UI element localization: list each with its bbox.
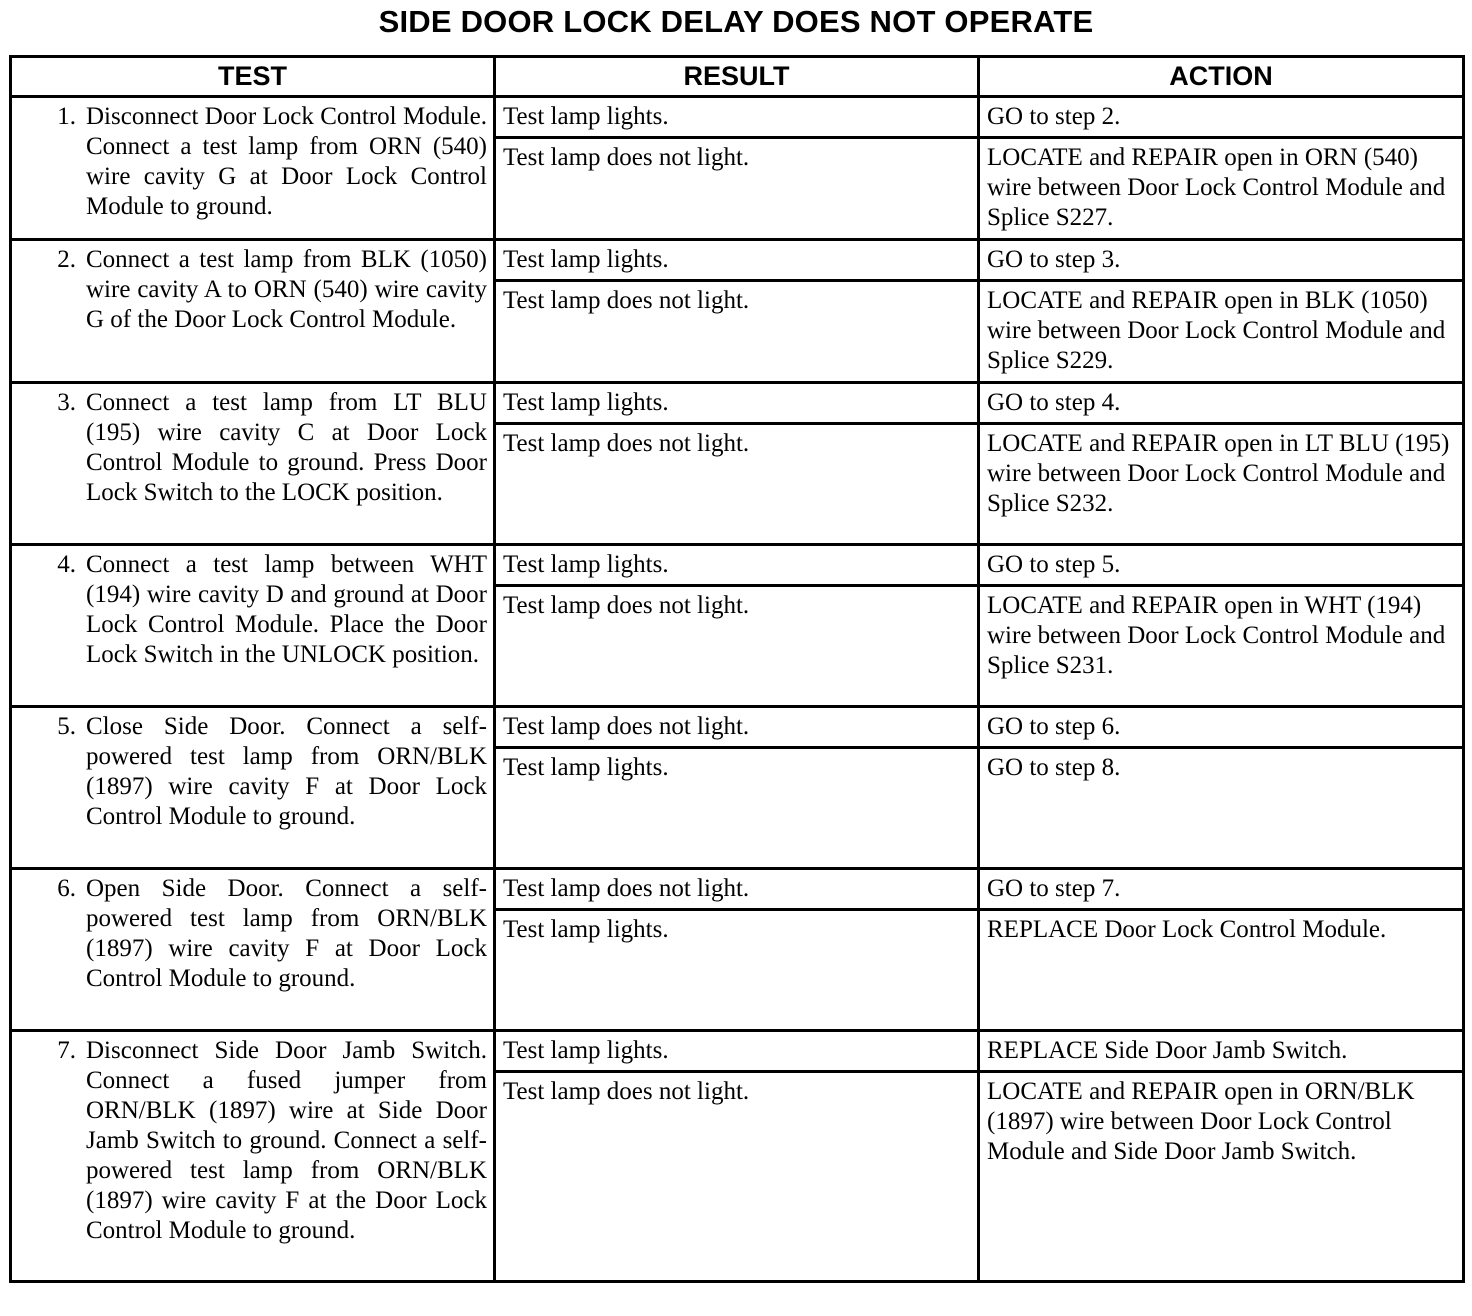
- step-number: 5.: [57, 713, 76, 740]
- test-text: Connect a test lamp from BLK (1050) wire cavity A to ORN (540) wire cavity G of the Door Lock Control Module.: [86, 246, 487, 333]
- table-row: [11, 97, 1464, 138]
- test-cell: [11, 869, 495, 1031]
- action-cell: GO to step 7.: [979, 869, 1464, 910]
- action-cell: LOCATE and REPAIR open in LT BLU (195) wire between Door Lock Control Module and Splice S232.: [979, 424, 1464, 545]
- table-row: [11, 545, 1464, 586]
- result-cell: Test lamp does not light.: [495, 869, 979, 910]
- page-title: SIDE DOOR LOCK DELAY DOES NOT OPERATE: [378, 4, 1094, 39]
- header-result: RESULT: [495, 57, 979, 97]
- result-cell: Test lamp does not light.: [495, 424, 979, 545]
- result-cell: Test lamp does not light.: [495, 138, 979, 240]
- result-cell: Test lamp does not light.: [495, 281, 979, 383]
- action-cell: GO to step 6.: [979, 707, 1464, 748]
- header-action: ACTION: [979, 57, 1464, 97]
- result-cell: Test lamp lights.: [495, 748, 979, 869]
- action-cell: LOCATE and REPAIR open in ORN (540) wire between Door Lock Control Module and Splice S227.: [979, 138, 1464, 240]
- test-cell: [11, 545, 495, 707]
- step-number: 1.: [57, 103, 76, 130]
- result-cell: Test lamp does not light.: [495, 707, 979, 748]
- action-cell: REPLACE Door Lock Control Module.: [979, 910, 1464, 1031]
- test-cell: [11, 1031, 495, 1282]
- step-number: 4.: [57, 551, 76, 578]
- step-number: 7.: [57, 1037, 76, 1064]
- action-cell: GO to step 5.: [979, 545, 1464, 586]
- action-cell: GO to step 2.: [979, 97, 1464, 138]
- result-cell: Test lamp does not light.: [495, 1072, 979, 1282]
- step-number: 3.: [57, 389, 76, 416]
- test-cell: [11, 707, 495, 869]
- table-row: [11, 869, 1464, 910]
- table-row: [11, 240, 1464, 281]
- action-cell: LOCATE and REPAIR open in WHT (194) wire between Door Lock Control Module and Splice S231.: [979, 586, 1464, 707]
- table-row: [11, 707, 1464, 748]
- test-cell: [11, 97, 495, 240]
- test-text: Open Side Door. Connect a self-powered test lamp from ORN/BLK (1897) wire cavity F at Door Lock Control Module to ground.: [86, 875, 487, 992]
- test-cell: [11, 383, 495, 545]
- header-test: TEST: [11, 57, 495, 97]
- result-cell: Test lamp lights.: [495, 240, 979, 281]
- result-cell: Test lamp lights.: [495, 383, 979, 424]
- diagnostic-table: [9, 55, 1465, 1283]
- result-cell: Test lamp lights.: [495, 545, 979, 586]
- test-cell: [11, 240, 495, 383]
- action-cell: GO to step 4.: [979, 383, 1464, 424]
- test-text: Disconnect Door Lock Control Module. Connect a test lamp from ORN (540) wire cavity G at Door Lock Control Module to ground.: [86, 103, 487, 220]
- step-number: 2.: [57, 246, 76, 273]
- table-row: [11, 1031, 1464, 1072]
- result-cell: Test lamp does not light.: [495, 586, 979, 707]
- action-cell: LOCATE and REPAIR open in BLK (1050) wire between Door Lock Control Module and Splice S229.: [979, 281, 1464, 383]
- result-cell: Test lamp lights.: [495, 97, 979, 138]
- action-cell: REPLACE Side Door Jamb Switch.: [979, 1031, 1464, 1072]
- action-cell: GO to step 8.: [979, 748, 1464, 869]
- table-row: [11, 383, 1464, 424]
- test-text: Close Side Door. Connect a self-powered test lamp from ORN/BLK (1897) wire cavity F at Door Lock Control Module to ground.: [86, 713, 487, 830]
- test-text: Disconnect Side Door Jamb Switch. Connect a fused jumper from ORN/BLK (1897) wire at Side Door Jamb Switch to ground. Connect a self-powered test lamp from ORN/BLK (1897) wire cavity F at the Door Lock Control Module to ground.: [86, 1037, 487, 1244]
- result-cell: Test lamp lights.: [495, 910, 979, 1031]
- test-text: Connect a test lamp between WHT (194) wire cavity D and ground at Door Lock Control Module. Place the Door Lock Switch in the UNLOCK position.: [86, 551, 487, 668]
- header-row: [11, 57, 1464, 97]
- test-text: Connect a test lamp from LT BLU (195) wire cavity C at Door Lock Control Module to ground. Press Door Lock Switch to the LOCK position.: [86, 389, 487, 506]
- action-cell: GO to step 3.: [979, 240, 1464, 281]
- step-number: 6.: [57, 875, 76, 902]
- result-cell: Test lamp lights.: [495, 1031, 979, 1072]
- action-cell: LOCATE and REPAIR open in ORN/BLK (1897) wire between Door Lock Control Module and Side Door Jamb Switch.: [979, 1072, 1464, 1282]
